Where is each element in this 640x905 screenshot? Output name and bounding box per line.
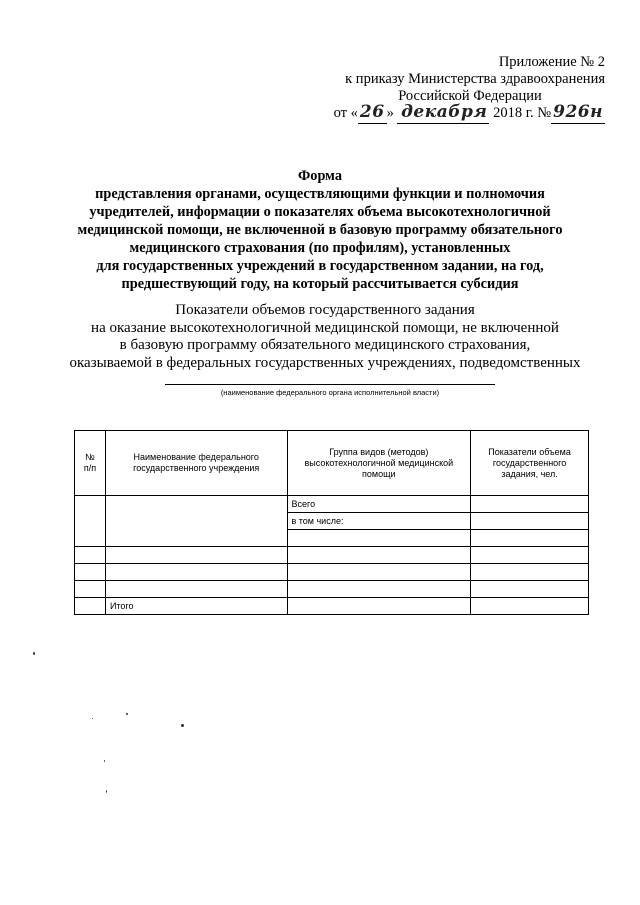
table-cell bbox=[471, 496, 589, 513]
scan-speck bbox=[106, 790, 107, 793]
col-header-volume-text: Показатели объема государственного задания, чел. bbox=[488, 446, 571, 479]
scan-speck bbox=[181, 724, 184, 727]
table-cell bbox=[471, 581, 589, 598]
order-year: 2018 г. № bbox=[493, 105, 552, 121]
table-cell-total bbox=[287, 496, 471, 513]
total-label: Всего bbox=[291, 499, 316, 509]
scan-speck bbox=[104, 760, 105, 762]
order-federation-line: Российской Федерации bbox=[398, 88, 542, 104]
subtitle-line-2: на оказание высокотехнологичной медицинской помощи, не включенной bbox=[91, 319, 559, 336]
subtitle-line-1: Показатели объемов государственного задания bbox=[175, 302, 475, 318]
order-month: декабря bbox=[397, 101, 489, 124]
table-cell bbox=[75, 598, 106, 615]
table-cell bbox=[471, 547, 589, 564]
table-cell bbox=[75, 496, 106, 547]
table-cell bbox=[471, 513, 589, 530]
form-title-line-6: предшествующий году, на который рассчитывается субсидия bbox=[121, 276, 519, 292]
table-row bbox=[75, 564, 589, 581]
scan-speck bbox=[92, 718, 93, 719]
table-cell bbox=[75, 564, 106, 581]
indicators-table bbox=[74, 430, 589, 615]
col-header-volume bbox=[471, 431, 589, 496]
order-date-number bbox=[300, 101, 605, 124]
col-header-institution bbox=[105, 431, 287, 496]
including-label: в том числе: bbox=[291, 516, 344, 526]
form-title-line-2: учредителей, информации о показателях объема высокотехнологичной bbox=[89, 204, 551, 220]
authority-name-line bbox=[165, 384, 495, 385]
form-title-line-4: медицинского страхования (по профилям), установленных bbox=[129, 240, 511, 256]
table-cell bbox=[105, 581, 287, 598]
authority-caption: (наименование федерального органа исполнительной власти) bbox=[220, 388, 440, 397]
order-ministry-line: к приказу Министерства здравоохранения bbox=[345, 71, 605, 87]
col-header-number bbox=[75, 431, 106, 496]
form-title-line-3: медицинской помощи, не включенной в базовую программу обязательного bbox=[77, 222, 563, 238]
indicators-subtitle bbox=[40, 302, 610, 372]
table-cell bbox=[75, 581, 106, 598]
form-title-line-1: представления органами, осуществляющими функции и полномочия bbox=[95, 186, 545, 202]
order-quote-close: » bbox=[386, 105, 394, 121]
table-cell bbox=[287, 547, 471, 564]
col-header-method-group bbox=[287, 431, 471, 496]
table-cell bbox=[287, 564, 471, 581]
subtitle-line-3: в базовую программу обязательного медицинского страхования, bbox=[119, 337, 531, 353]
order-day: 26 bbox=[359, 102, 385, 122]
table-row bbox=[75, 547, 589, 564]
table-row bbox=[75, 581, 589, 598]
table-cell bbox=[287, 598, 471, 615]
form-word: Форма bbox=[298, 168, 342, 184]
table-cell bbox=[471, 530, 589, 547]
scan-speck bbox=[126, 713, 128, 715]
table-cell bbox=[287, 530, 471, 547]
form-title-line-5: для государственных учреждений в государственном задании, на год, bbox=[96, 258, 544, 274]
appendix-number: Приложение № 2 bbox=[498, 54, 605, 70]
table-cell bbox=[75, 547, 106, 564]
table-cell bbox=[105, 496, 287, 547]
table-row-grand-total bbox=[75, 598, 589, 615]
grand-total-label: Итого bbox=[109, 601, 134, 611]
table-cell bbox=[471, 598, 589, 615]
table-cell bbox=[105, 547, 287, 564]
col-header-method-group-text: Группа видов (методов) высокотехнологичной медицинской помощи bbox=[304, 446, 454, 479]
table-header-row bbox=[75, 431, 589, 496]
form-title-block bbox=[40, 185, 600, 293]
table-cell bbox=[287, 581, 471, 598]
order-number: 926н bbox=[553, 102, 603, 122]
col-header-number-text: № п/п bbox=[83, 452, 97, 473]
order-from-prefix: от « bbox=[333, 105, 358, 121]
col-header-institution-text: Наименование федерального государственного учреждения bbox=[133, 452, 260, 473]
table-row bbox=[75, 496, 589, 513]
table-cell-grand-total bbox=[105, 598, 287, 615]
table-cell-including bbox=[287, 513, 471, 530]
subtitle-line-4: оказываемой в федеральных государственных учреждениях, подведомственных bbox=[69, 354, 581, 371]
table-cell bbox=[471, 564, 589, 581]
table-cell bbox=[105, 564, 287, 581]
scan-speck bbox=[33, 652, 35, 655]
